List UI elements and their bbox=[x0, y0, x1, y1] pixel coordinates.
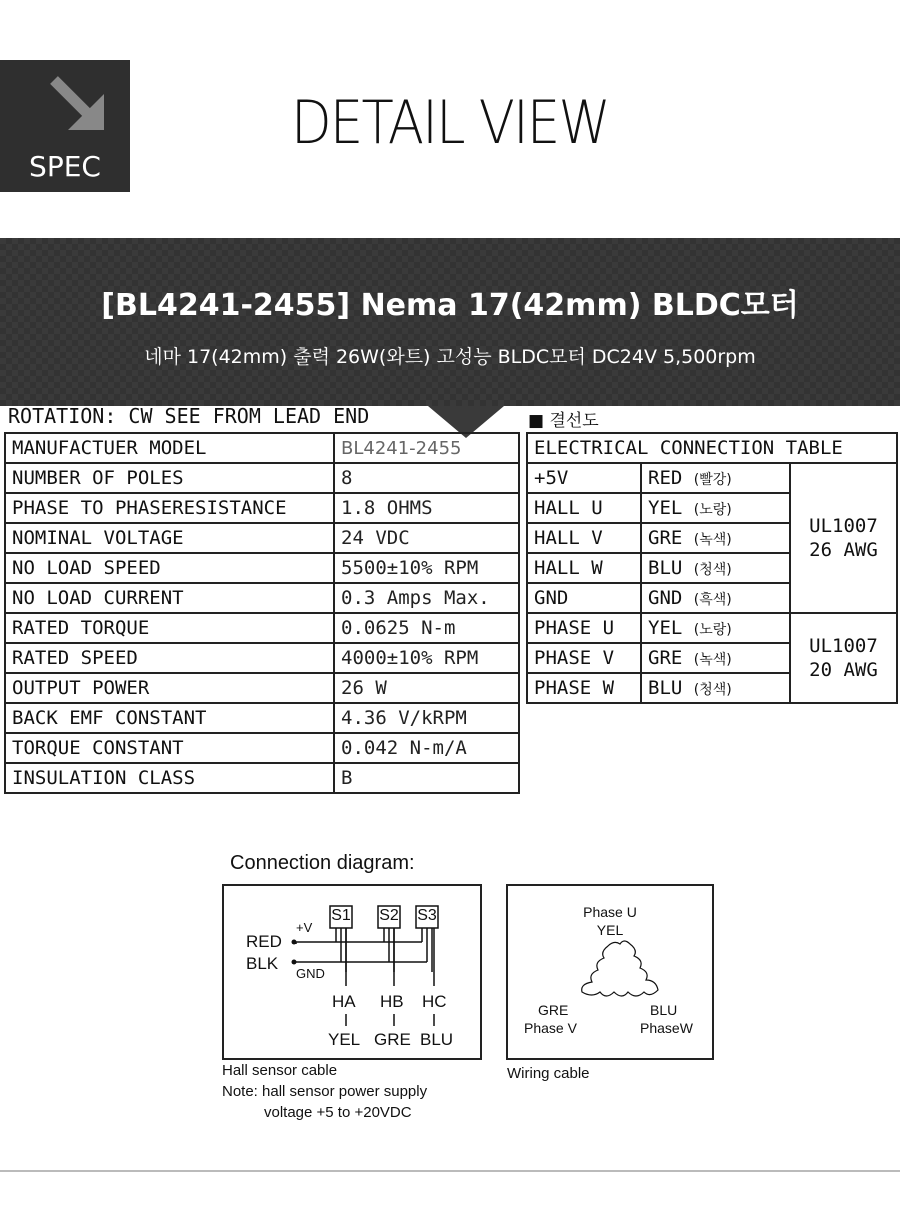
spec-key-cell: NOMINAL VOLTAGE bbox=[5, 523, 334, 553]
plus-v-label: +V bbox=[296, 920, 313, 935]
table-row bbox=[527, 463, 897, 493]
signal-cell: HALL V bbox=[527, 523, 641, 553]
color-cell: BLU (청색) bbox=[641, 673, 790, 703]
ha-label: HA bbox=[332, 992, 356, 1011]
spec-value-cell: 24 VDC bbox=[334, 523, 519, 553]
signal-cell: GND bbox=[527, 583, 641, 613]
spec-value-cell: 26 W bbox=[334, 673, 519, 703]
awg-hall-cell: UL1007 26 AWG bbox=[790, 463, 897, 613]
product-banner bbox=[0, 238, 900, 406]
wiring-caption: Wiring cable bbox=[507, 1065, 590, 1082]
table-row bbox=[5, 763, 519, 793]
phase-w-color-label: BLU bbox=[650, 1002, 678, 1018]
diagram-title: Connection diagram: bbox=[230, 852, 415, 874]
signal-cell: HALL W bbox=[527, 553, 641, 583]
phase-u-color-label: YEL bbox=[596, 922, 624, 938]
spec-value-cell: 4000±10% RPM bbox=[334, 643, 519, 673]
table-row bbox=[5, 613, 519, 643]
signal-cell: PHASE U bbox=[527, 613, 641, 643]
spec-value-cell: 1.8 OHMS bbox=[334, 493, 519, 523]
sensor-s3-label: S3 bbox=[417, 907, 437, 924]
connection-label: ■ 결선도 bbox=[528, 411, 599, 431]
product-title: [BL4241-2455] Nema 17(42mm) BLDC모터 bbox=[101, 288, 799, 323]
yel-wire-label: YEL bbox=[328, 1030, 361, 1049]
color-cell: YEL (노랑) bbox=[641, 493, 790, 523]
color-cell: BLU (청색) bbox=[641, 553, 790, 583]
spec-value-cell: 8 bbox=[334, 463, 519, 493]
page-title: DETAIL VIEW bbox=[291, 88, 609, 158]
gre-wire-label: GRE bbox=[374, 1030, 411, 1049]
blk-wire-label: BLK bbox=[246, 954, 279, 973]
product-subtitle: 네마 17(42mm) 출력 26W(와트) 고성능 BLDC모터 DC24V 5,500rpm bbox=[144, 346, 756, 368]
spec-value-cell: 0.3 Amps Max. bbox=[334, 583, 519, 613]
spec-key-cell: NO LOAD SPEED bbox=[5, 553, 334, 583]
electrical-connection-table bbox=[526, 432, 898, 704]
red-wire-label: RED bbox=[246, 932, 282, 951]
table-row bbox=[5, 463, 519, 493]
signal-cell: PHASE W bbox=[527, 673, 641, 703]
spec-key-cell: NUMBER OF POLES bbox=[5, 463, 334, 493]
gnd-label: GND bbox=[296, 966, 325, 981]
color-cell: GND (흑색) bbox=[641, 583, 790, 613]
hb-label: HB bbox=[380, 992, 404, 1011]
sensor-s1-label: S1 bbox=[331, 907, 351, 924]
wiring-diagram bbox=[506, 884, 714, 1060]
hall-sensor-caption: Hall sensor cable bbox=[222, 1062, 338, 1079]
table-row bbox=[5, 433, 519, 463]
phase-v-color-label: GRE bbox=[538, 1002, 569, 1018]
spec-key-cell: TORQUE CONSTANT bbox=[5, 733, 334, 763]
bottom-divider bbox=[0, 1170, 900, 1172]
phase-v-label: Phase V bbox=[524, 1020, 577, 1036]
spec-key-cell: RATED SPEED bbox=[5, 643, 334, 673]
electrical-table-header: ELECTRICAL CONNECTION TABLE bbox=[527, 433, 897, 463]
phase-u-label: Phase U bbox=[583, 904, 637, 920]
table-row bbox=[5, 673, 519, 703]
table-row bbox=[5, 583, 519, 613]
color-cell: RED (빨강) bbox=[641, 463, 790, 493]
rotation-note: ROTATION: CW SEE FROM LEAD END bbox=[8, 404, 370, 428]
signal-cell: +5V bbox=[527, 463, 641, 493]
table-row bbox=[527, 613, 897, 643]
color-cell: YEL (노랑) bbox=[641, 613, 790, 643]
color-cell: GRE (녹색) bbox=[641, 643, 790, 673]
power-note-line1: Note: hall sensor power supply bbox=[222, 1083, 428, 1100]
table-row bbox=[5, 493, 519, 523]
awg-phase-cell: UL1007 20 AWG bbox=[790, 613, 897, 703]
spec-key-cell: PHASE TO PHASERESISTANCE bbox=[5, 493, 334, 523]
signal-cell: PHASE V bbox=[527, 643, 641, 673]
spec-key-cell: BACK EMF CONSTANT bbox=[5, 703, 334, 733]
spec-value-cell: 4.36 V/kRPM bbox=[334, 703, 519, 733]
spec-value-cell: 5500±10% RPM bbox=[334, 553, 519, 583]
phase-w-label: PhaseW bbox=[640, 1020, 693, 1036]
spec-key-cell: OUTPUT POWER bbox=[5, 673, 334, 703]
spec-value-cell: 0.042 N-m/A bbox=[334, 733, 519, 763]
table-row bbox=[5, 733, 519, 763]
spec-key-cell: INSULATION CLASS bbox=[5, 763, 334, 793]
spec-value-cell: BL4241-2455 bbox=[334, 433, 519, 463]
spec-key-cell: NO LOAD CURRENT bbox=[5, 583, 334, 613]
hc-label: HC bbox=[422, 992, 447, 1011]
blu-wire-label: BLU bbox=[420, 1030, 454, 1049]
color-cell: GRE (녹색) bbox=[641, 523, 790, 553]
spec-value-cell: 0.0625 N-m bbox=[334, 613, 519, 643]
spec-badge-label: SPEC bbox=[29, 150, 101, 183]
sensor-s2-label: S2 bbox=[379, 907, 399, 924]
table-row bbox=[5, 703, 519, 733]
spec-value-cell: B bbox=[334, 763, 519, 793]
spec-table bbox=[4, 432, 520, 794]
power-note-line2: voltage +5 to +20VDC bbox=[264, 1104, 412, 1121]
table-row bbox=[5, 523, 519, 553]
hall-sensor-diagram bbox=[222, 884, 482, 1060]
spec-key-cell: RATED TORQUE bbox=[5, 613, 334, 643]
table-row bbox=[5, 553, 519, 583]
table-row bbox=[5, 643, 519, 673]
signal-cell: HALL U bbox=[527, 493, 641, 523]
spec-key-cell: MANUFACTUER MODEL bbox=[5, 433, 334, 463]
